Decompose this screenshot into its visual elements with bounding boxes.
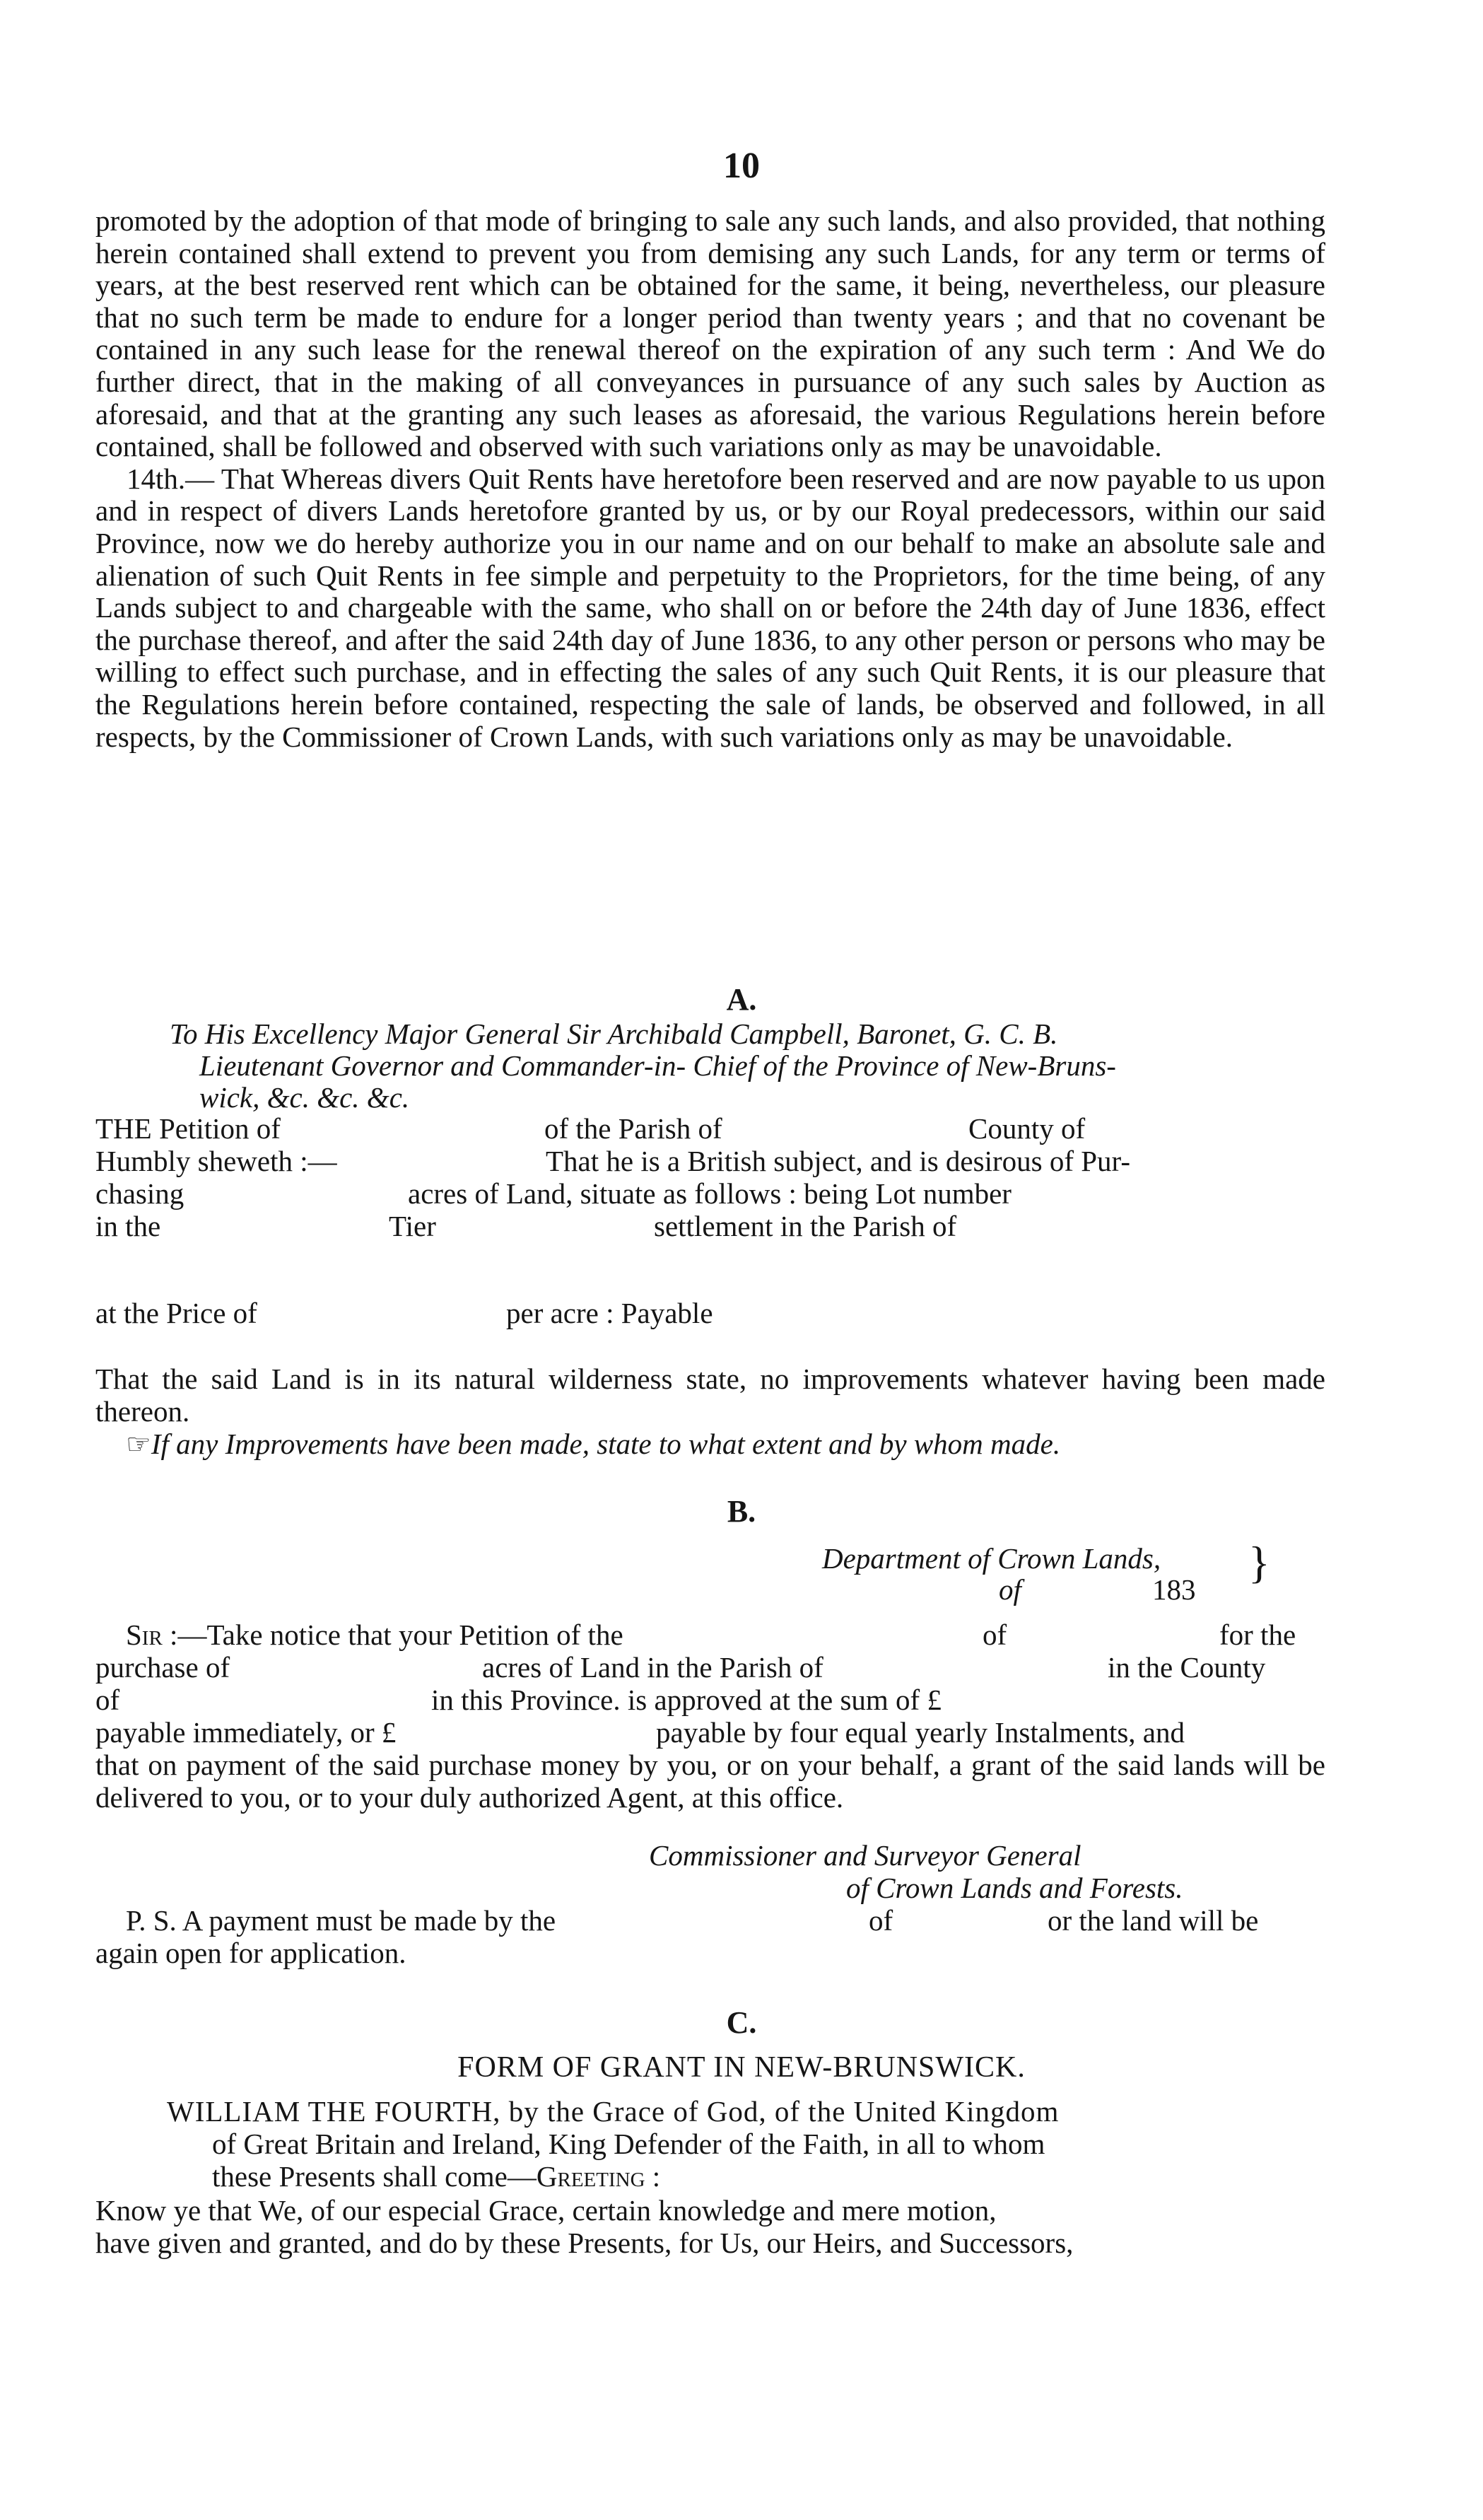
acres-of-land-line: acres of Land, situate as follows : being Lot number xyxy=(408,1177,1012,1210)
ps-line: P. S. A payment must be made by the xyxy=(126,1904,556,1937)
signer-line-1: Commissioner and Surveyor General xyxy=(649,1839,1082,1872)
of-parish-label: of the Parish of xyxy=(544,1112,722,1145)
signer-line-2: of Crown Lands and Forests. xyxy=(846,1872,1183,1904)
know-ye-line-1: Know ye that We, of our especial Grace, certain knowledge and mere motion, xyxy=(95,2194,997,2227)
grant-line-3: these Presents shall come—Greeting : xyxy=(212,2160,661,2193)
address-line-2: Lieutenant Governor and Commander-in- Chief of the Province of New-Bruns- xyxy=(199,1049,1116,1082)
notice-of: of xyxy=(983,1618,1007,1651)
purchase-of-label: purchase of xyxy=(95,1651,230,1684)
per-acre-label: per acre : Payable xyxy=(506,1297,713,1329)
british-subject-line: That he is a British subject, and is desirous of Pur- xyxy=(546,1145,1131,1177)
instalments-line: payable by four equal yearly Instalments, and xyxy=(656,1716,1185,1749)
petition-of-label: THE Petition of xyxy=(95,1112,281,1145)
section-b-heading: B. xyxy=(727,1494,756,1529)
pointing-hand-icon: ☞ xyxy=(126,1428,151,1460)
know-ye-line-2: have given and granted, and do by these Presents, for Us, our Heirs, and Successors, xyxy=(95,2227,1074,2259)
clause-13-continuation: promoted by the adoption of that mode of bringing to sale any such lands, and also provided, that nothing herein contained shall extend to prevent you from demising any such Lands, for any term or terms of years, at the best reserved rent which can be obtained for the same, it being, nevertheless, our pleasure that no such term be made to endure for a longer period than twenty years ; and that no covenant be contained in any such lease for the renewal thereof on the expiration of any such term : And We do further direct, that in the making of all conveyances in pursuance of any such sales by Auction as aforesaid, and that at the granting any such leases as aforesaid, the various Regulations herein before contained, shall be followed and observed with such variations only as may be unavoidable. xyxy=(95,204,1325,463)
address-line-3: wick, &c. &c. &c. xyxy=(199,1081,410,1114)
page-number: 10 xyxy=(723,146,760,186)
humbly-sheweth: Humbly sheweth :— xyxy=(95,1145,337,1177)
grant-form-title: FORM OF GRANT IN NEW-BRUNSWICK. xyxy=(457,2051,1026,2084)
address-line-1: To His Excellency Major General Sir Archibald Campbell, Baronet, G. C. B. xyxy=(170,1017,1058,1050)
in-county-label: in the County xyxy=(1108,1651,1266,1684)
ps-tail: or the land will be xyxy=(1048,1904,1259,1937)
settlement-label: settlement in the Parish of xyxy=(654,1210,957,1242)
department-of: of xyxy=(999,1573,1021,1606)
chasing-label: chasing xyxy=(95,1177,184,1210)
section-c-heading: C. xyxy=(726,2005,757,2040)
greeting-word: Greeting xyxy=(536,2160,645,2193)
grant-opening-line: WILLIAM THE FOURTH, by the Grace of God, of the United Kingdom xyxy=(167,2095,1060,2128)
ps-line-2: again open for application. xyxy=(95,1937,406,1969)
in-the-label: in the xyxy=(95,1210,161,1242)
county-of-label: County of xyxy=(968,1112,1086,1145)
wilderness-statement: That the said Land is in its natural wilderness state, no improvements whatever having been made thereon. xyxy=(95,1363,1325,1428)
notice-for-the: for the xyxy=(1219,1618,1296,1651)
main-text xyxy=(95,205,1325,753)
grant-delivery-statement: that on payment of the said purchase money by you, or on your behalf, a grant of the said lands will be delivered to you, or to your duly authorized Agent, at this office. xyxy=(95,1749,1325,1814)
sir-take-notice: Sir :—Take notice that your Petition of the xyxy=(126,1618,623,1651)
ps-of: of xyxy=(869,1904,893,1937)
payable-immediately: payable immediately, or £ xyxy=(95,1716,397,1749)
section-a-heading: A. xyxy=(726,982,757,1017)
right-brace-icon: } xyxy=(1248,1537,1270,1587)
improvements-note: ☞If any Improvements have been made, state to what extent and by whom made. xyxy=(126,1428,1061,1460)
department-line: Department of Crown Lands, xyxy=(822,1542,1161,1575)
tier-label: Tier xyxy=(389,1210,436,1242)
grant-line-2: of Great Britain and Ireland, King Defender of the Faith, in all to whom xyxy=(212,2128,1045,2160)
price-of-label: at the Price of xyxy=(95,1297,257,1329)
approved-sum-line: in this Province. is approved at the sum of £ xyxy=(431,1684,942,1716)
acres-parish-label: acres of Land in the Parish of xyxy=(482,1651,823,1684)
county-of-b-label: of xyxy=(95,1684,120,1716)
department-year: 183 xyxy=(1152,1573,1196,1606)
clause-14: 14th.— That Whereas divers Quit Rents have heretofore been reserved and are now payable to us upon and in respect of divers Lands heretofore granted by us, or by our Royal predecessors, within our said Province, now we do hereby authorize you in our name and on our behalf to make an absolute sale and alienation of such Quit Rents in fee simple and perpetuity to the Proprietors, for the time being, of any Lands subject to and chargeable with the same, who shall on or before the 24th day of June 1836, effect the purchase thereof, and after the said 24th day of June 1836, to any other person or persons who may be willing to effect such purchase, and in effecting the sales of any such Quit Rents, it is our pleasure that the Regulations herein before contained, respecting the sale of lands, be observed and followed, in all respects, by the Commissioner of Crown Lands, with such variations only as may be unavoidable. xyxy=(95,462,1325,753)
